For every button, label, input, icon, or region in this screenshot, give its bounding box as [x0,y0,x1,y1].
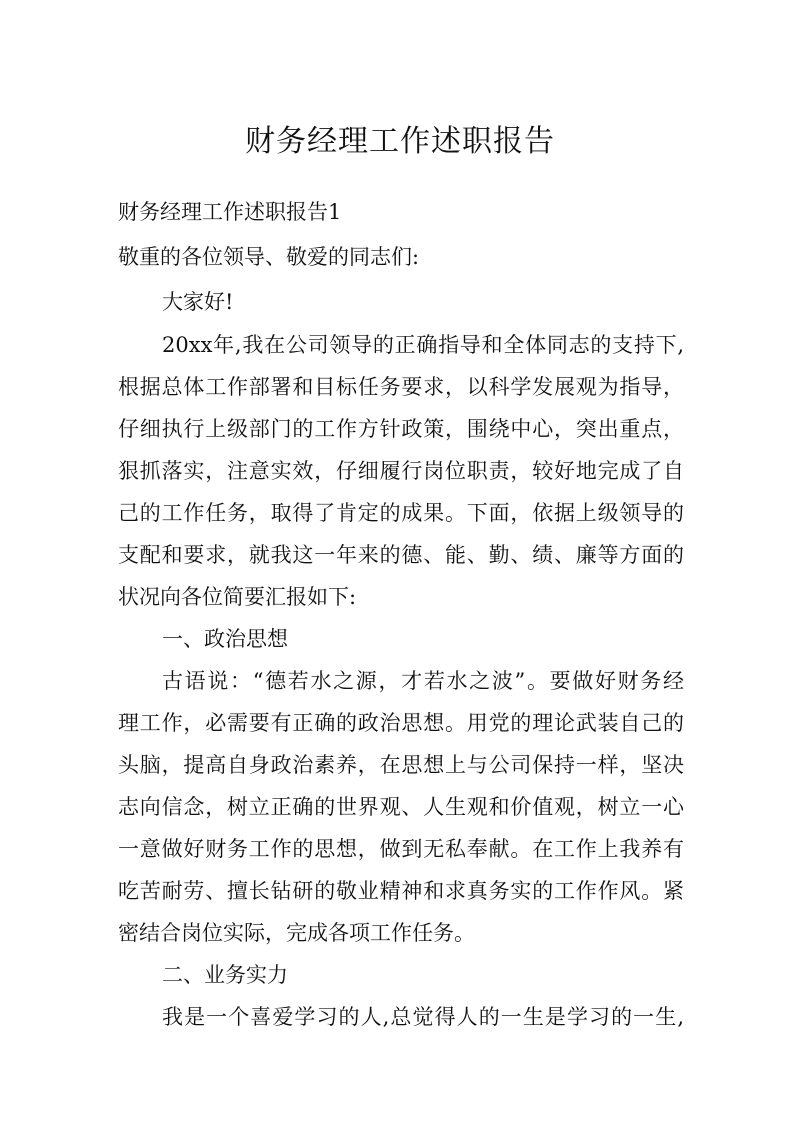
section-heading: 二、业务实力 [162,963,288,987]
paragraph-line: 我是一个喜爱学习的人,总觉得人的一生是学习的一生, [162,1005,684,1029]
greeting-line: 大家好! [162,290,234,314]
paragraph-line: 状况向各位简要汇报如下: [118,585,357,609]
paragraph-line: 头脑，提高自身政治素养，在思想上与公司保持一样，坚决 [118,753,684,777]
salutation-line: 敬重的各位领导、敬爱的同志们: [118,245,420,269]
paragraph-line: 狠抓落实，注意实效，仔细履行岗位职责，较好地完成了自 [118,459,684,483]
paragraph-line: 己的工作任务，取得了肯定的成果。下面，依据上级领导的 [118,501,684,525]
paragraph-line: 古语说：“德若水之源，才若水之波”。要做好财务经 [162,669,684,693]
paragraph-line: 根据总体工作部署和目标任务要求，以科学发展观为指导， [118,375,684,399]
paragraph-line: 一意做好财务工作的思想，做到无私奉献。在工作上我养有 [118,837,684,861]
paragraph-line: 理工作，必需要有正确的政治思想。用党的理论武装自己的 [118,711,684,735]
paragraph-line: 仔细执行上级部门的工作方针政策，围绕中心，突出重点， [118,417,684,441]
paragraph-line: 志向信念，树立正确的世界观、人生观和价值观，树立一心 [118,795,684,819]
paragraph-line: 20xx年,我在公司领导的正确指导和全体同志的支持下, [162,333,684,357]
subtitle-line: 财务经理工作述职报告1 [118,200,342,224]
document-title: 财务经理工作述职报告 [245,124,555,159]
section-heading: 一、政治思想 [162,627,288,651]
paragraph-line: 支配和要求，就我这一年来的德、能、勤、绩、廉等方面的 [118,543,684,567]
paragraph-line: 密结合岗位实际，完成各项工作任务。 [118,921,475,945]
paragraph-line: 吃苦耐劳、擅长钻研的敬业精神和求真务实的工作作风。紧 [118,879,684,903]
